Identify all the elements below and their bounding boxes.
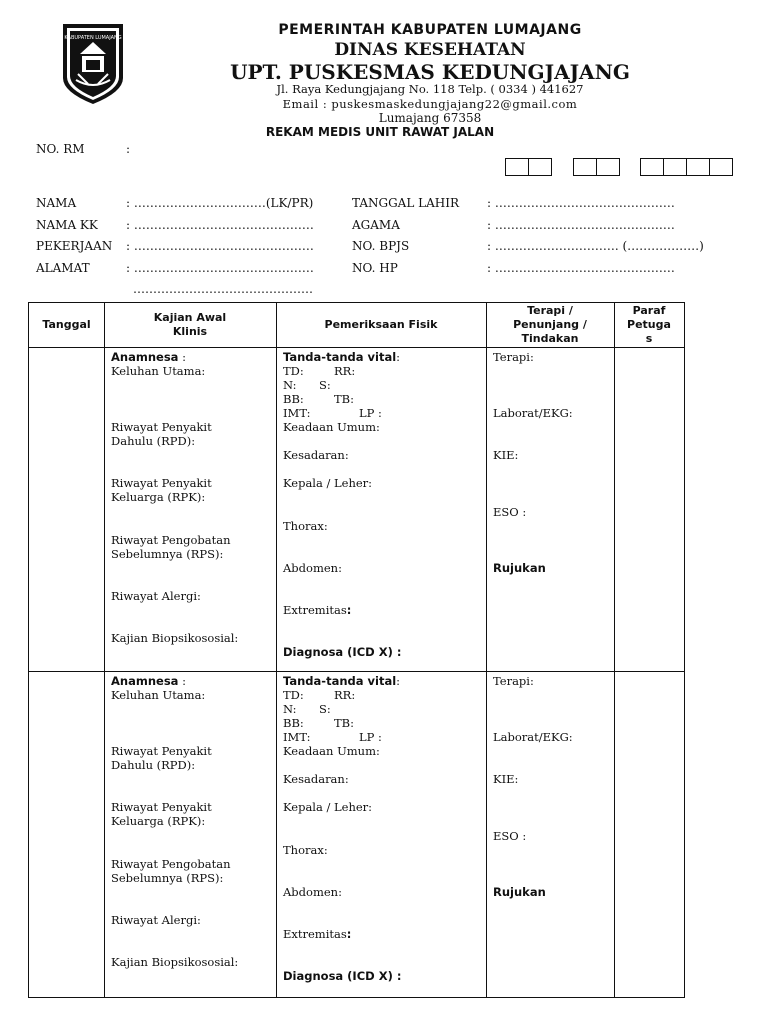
record-row[interactable] (29, 348, 684, 671)
rujukan-label: Rujukan (493, 885, 546, 899)
government-title: PEMERINTAH KABUPATEN LUMAJANG (278, 22, 582, 38)
medical-record-table (28, 302, 685, 998)
rpd-label: Riwayat Penyakit Dahulu (RPD): (111, 420, 212, 448)
imt-label: IMT: (283, 730, 311, 744)
department-title: DINAS KESEHATAN (334, 40, 526, 60)
bb-label: BB: (283, 716, 304, 730)
rm-box-group-2[interactable] (573, 158, 620, 176)
rm-box[interactable] (528, 158, 552, 176)
alamat-field[interactable]: : ……………………………………… (126, 261, 314, 275)
kie-label: KIE: (493, 448, 519, 462)
kepala-leher-label: Kepala / Leher: (283, 476, 373, 490)
header-tanggal: Tanggal (42, 318, 91, 331)
keadaan-umum-label: Keadaan Umum: (283, 744, 380, 758)
alergi-label: Riwayat Alergi: (111, 589, 201, 603)
regency-logo (58, 20, 128, 106)
terapi-label: Terapi: (493, 350, 534, 364)
bb-label: BB: (283, 392, 304, 406)
rm-box-group-3[interactable] (640, 158, 733, 176)
no-hp-field[interactable]: : ……………………………………… (487, 261, 675, 275)
kesadaran-label: Kesadaran: (283, 772, 349, 786)
tanggal-lahir-field[interactable]: : ……………………………………… (487, 196, 675, 210)
city-line: Lumajang 67358 (378, 111, 482, 125)
agama-field[interactable]: : ……………………………………… (487, 218, 675, 232)
extremitas-label: Extremitas: (283, 603, 352, 617)
rm-box-group-1[interactable] (505, 158, 552, 176)
nama-kk-field[interactable]: : ……………………………………… (126, 218, 314, 232)
biopsikososial-label: Kajian Biopsikososial: (111, 631, 239, 645)
rm-box[interactable] (505, 158, 528, 176)
n-label: N: (283, 378, 297, 392)
rpk-label: Riwayat Penyakit Keluarga (RPK): (111, 800, 212, 828)
rm-box[interactable] (640, 158, 663, 176)
alamat-label: ALAMAT (36, 261, 90, 275)
rm-box[interactable] (596, 158, 620, 176)
no-rm-label: NO. RM (36, 142, 85, 156)
rps-label: Riwayat Pengobatan Sebelumnya (RPS): (111, 533, 231, 561)
header-pemeriksaan-fisik: Pemeriksaan Fisik (324, 318, 438, 331)
td-label: TD: (283, 688, 304, 702)
laborat-ekg-label: Laborat/EKG: (493, 406, 573, 420)
logo-lettering: KABUPATEN LUMAJANG (64, 35, 122, 41)
td-label: TD: (283, 364, 304, 378)
rpk-label: Riwayat Penyakit Keluarga (RPK): (111, 476, 212, 504)
s-label: S: (319, 378, 331, 392)
diagnosa-label: Diagnosa (ICD X) : (283, 969, 402, 983)
thorax-label: Thorax: (283, 519, 328, 533)
no-bpjs-label: NO. BPJS (352, 239, 410, 253)
anamnesa-label: Anamnesa : (111, 674, 186, 688)
kie-label: KIE: (493, 772, 519, 786)
keluhan-utama-label: Keluhan Utama: (111, 364, 206, 378)
header-terapi: Terapi / Penunjang / Tindakan (513, 304, 587, 345)
rr-label: RR: (334, 364, 356, 378)
lp-label: LP : (359, 406, 382, 420)
nama-kk-label: NAMA KK (36, 218, 98, 232)
no-bpjs-field[interactable]: : …………………………. (………………) (487, 239, 704, 253)
pekerjaan-field[interactable]: : ……………………………………… (126, 239, 314, 253)
rm-box[interactable] (573, 158, 596, 176)
anamnesa-label: Anamnesa : (111, 350, 186, 364)
clinic-title: UPT. PUSKESMAS KEDUNGJAJANG (230, 60, 630, 84)
rm-box[interactable] (709, 158, 733, 176)
no-hp-label: NO. HP (352, 261, 398, 275)
kesadaran-label: Kesadaran: (283, 448, 349, 462)
abdomen-label: Abdomen: (283, 885, 342, 899)
laborat-ekg-label: Laborat/EKG: (493, 730, 573, 744)
address-line: Jl. Raya Kedungjajang No. 118 Telp. ( 0334 ) 441627 (276, 82, 584, 96)
eso-label: ESO : (493, 829, 527, 843)
nama-field[interactable]: : ……………………………(LK/PR) (126, 196, 314, 210)
diagnosa-label: Diagnosa (ICD X) : (283, 645, 402, 659)
kepala-leher-label: Kepala / Leher: (283, 800, 373, 814)
pekerjaan-label: PEKERJAAN (36, 239, 113, 253)
lp-label: LP : (359, 730, 382, 744)
rpd-label: Riwayat Penyakit Dahulu (RPD): (111, 744, 212, 772)
header-kajian: Kajian Awal Klinis (153, 311, 227, 338)
rujukan-label: Rujukan (493, 561, 546, 575)
alamat-field-continuation[interactable]: ……………………………………… (133, 282, 313, 296)
thorax-label: Thorax: (283, 843, 328, 857)
header-paraf: Paraf Petuga s (627, 304, 671, 345)
record-row[interactable] (29, 672, 684, 995)
agama-label: AGAMA (352, 218, 400, 232)
eso-label: ESO : (493, 505, 527, 519)
email-line: Email : puskesmaskedungjajang22@gmail.com (282, 97, 578, 111)
rm-box[interactable] (663, 158, 686, 176)
keadaan-umum-label: Keadaan Umum: (283, 420, 380, 434)
tanggal-lahir-label: TANGGAL LAHIR (352, 196, 460, 210)
rm-box[interactable] (686, 158, 709, 176)
form-title: REKAM MEDIS UNIT RAWAT JALAN (265, 125, 495, 139)
rps-label: Riwayat Pengobatan Sebelumnya (RPS): (111, 857, 231, 885)
imt-label: IMT: (283, 406, 311, 420)
tb-label: TB: (334, 716, 354, 730)
no-rm-separator: : (126, 142, 131, 156)
biopsikososial-label: Kajian Biopsikososial: (111, 955, 239, 969)
nama-label: NAMA (36, 196, 77, 210)
alergi-label: Riwayat Alergi: (111, 913, 201, 927)
keluhan-utama-label: Keluhan Utama: (111, 688, 206, 702)
terapi-label: Terapi: (493, 674, 534, 688)
tb-label: TB: (334, 392, 354, 406)
vital-signs-label: Tanda-tanda vital: (283, 674, 401, 688)
extremitas-label: Extremitas: (283, 927, 352, 941)
s-label: S: (319, 702, 331, 716)
rr-label: RR: (334, 688, 356, 702)
abdomen-label: Abdomen: (283, 561, 342, 575)
n-label: N: (283, 702, 297, 716)
vital-signs-label: Tanda-tanda vital: (283, 350, 401, 364)
